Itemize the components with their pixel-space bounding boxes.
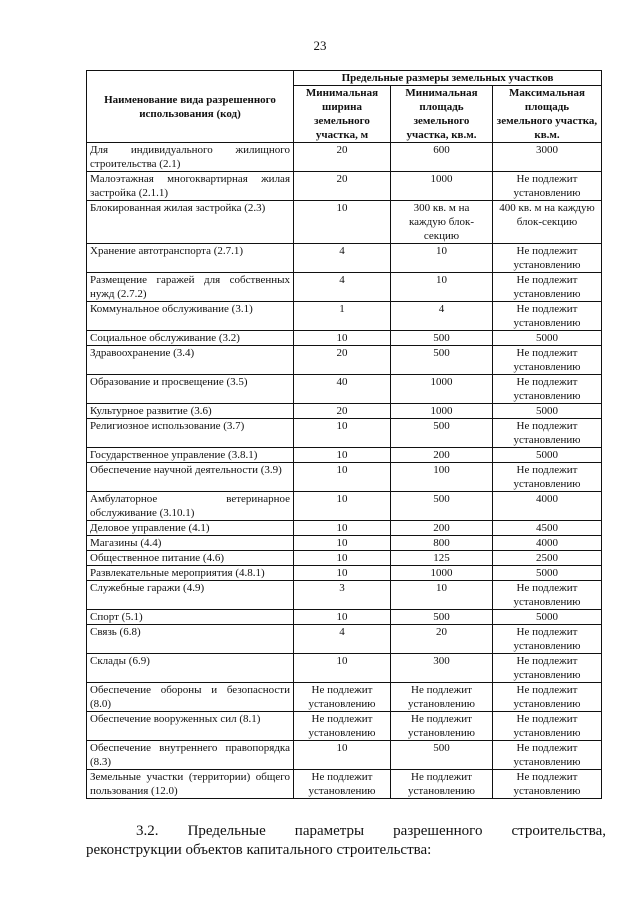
row-min-width: 10 bbox=[294, 521, 391, 536]
row-min-width: 20 bbox=[294, 172, 391, 201]
table-row bbox=[87, 551, 602, 566]
row-use-type: Культурное развитие (3.6) bbox=[87, 404, 294, 419]
row-max-area: 5000 bbox=[493, 448, 602, 463]
row-min-area: 300 bbox=[391, 654, 493, 683]
row-max-area: Не подлежит установлению bbox=[493, 625, 602, 654]
row-min-width: 10 bbox=[294, 448, 391, 463]
row-min-width: Не подлежит установлению bbox=[294, 712, 391, 741]
row-min-area: 500 bbox=[391, 741, 493, 770]
row-max-area: 5000 bbox=[493, 610, 602, 625]
row-min-width: 20 bbox=[294, 143, 391, 172]
header-min-area: Минимальная площадь земельного участка, кв.м. bbox=[391, 86, 493, 143]
row-max-area: Не подлежит установлению bbox=[493, 273, 602, 302]
table-row bbox=[87, 654, 602, 683]
row-min-area: Не подлежит установлению bbox=[391, 770, 493, 799]
table-row bbox=[87, 625, 602, 654]
row-use-type: Склады (6.9) bbox=[87, 654, 294, 683]
row-min-width: 10 bbox=[294, 201, 391, 244]
row-min-area: 300 кв. м на каждую блок-секцию bbox=[391, 201, 493, 244]
table-row bbox=[87, 712, 602, 741]
row-max-area: Не подлежит установлению bbox=[493, 741, 602, 770]
row-min-width: 10 bbox=[294, 610, 391, 625]
row-min-width: 4 bbox=[294, 625, 391, 654]
row-max-area: 5000 bbox=[493, 331, 602, 346]
table-row bbox=[87, 346, 602, 375]
row-min-area: 1000 bbox=[391, 566, 493, 581]
row-min-width: 10 bbox=[294, 463, 391, 492]
row-min-width: 10 bbox=[294, 566, 391, 581]
table-row bbox=[87, 770, 602, 799]
row-use-type: Государственное управление (3.8.1) bbox=[87, 448, 294, 463]
row-use-type: Общественное питание (4.6) bbox=[87, 551, 294, 566]
table-row bbox=[87, 419, 602, 448]
table-header-row bbox=[87, 71, 602, 86]
row-max-area: Не подлежит установлению bbox=[493, 172, 602, 201]
row-min-area: 20 bbox=[391, 625, 493, 654]
table-row bbox=[87, 273, 602, 302]
row-use-type: Коммунальное обслуживание (3.1) bbox=[87, 302, 294, 331]
table-row bbox=[87, 375, 602, 404]
table-row bbox=[87, 331, 602, 346]
row-use-type: Социальное обслуживание (3.2) bbox=[87, 331, 294, 346]
row-min-width: 10 bbox=[294, 551, 391, 566]
row-min-area: Не подлежит установлению bbox=[391, 683, 493, 712]
row-min-area: 600 bbox=[391, 143, 493, 172]
row-use-type: Спорт (5.1) bbox=[87, 610, 294, 625]
row-min-area: 500 bbox=[391, 492, 493, 521]
row-min-area: 200 bbox=[391, 521, 493, 536]
header-group: Предельные размеры земельных участков bbox=[294, 71, 602, 86]
land-plot-limits-table bbox=[86, 70, 602, 799]
row-max-area: 4500 bbox=[493, 521, 602, 536]
header-use-type: Наименование вида разрешенного использования (код) bbox=[87, 71, 294, 143]
row-min-area: 500 bbox=[391, 346, 493, 375]
row-use-type: Деловое управление (4.1) bbox=[87, 521, 294, 536]
row-min-width: 10 bbox=[294, 741, 391, 770]
row-use-type: Обеспечение вооруженных сил (8.1) bbox=[87, 712, 294, 741]
row-use-type: Обеспечение обороны и безопасности (8.0) bbox=[87, 683, 294, 712]
table-row bbox=[87, 581, 602, 610]
row-min-area: 500 bbox=[391, 419, 493, 448]
row-max-area: Не подлежит установлению bbox=[493, 712, 602, 741]
row-max-area: Не подлежит установлению bbox=[493, 581, 602, 610]
row-max-area: Не подлежит установлению bbox=[493, 244, 602, 273]
row-min-width: 10 bbox=[294, 536, 391, 551]
row-min-area: 1000 bbox=[391, 172, 493, 201]
row-use-type: Амбулаторное ветеринарное обслуживание (3.10.1) bbox=[87, 492, 294, 521]
row-min-area: 800 bbox=[391, 536, 493, 551]
row-min-width: 10 bbox=[294, 419, 391, 448]
row-max-area: 4000 bbox=[493, 536, 602, 551]
row-min-area: 125 bbox=[391, 551, 493, 566]
row-max-area: 4000 bbox=[493, 492, 602, 521]
row-use-type: Здравоохранение (3.4) bbox=[87, 346, 294, 375]
row-min-width: 10 bbox=[294, 654, 391, 683]
table-row bbox=[87, 404, 602, 419]
row-max-area: 5000 bbox=[493, 404, 602, 419]
table-row bbox=[87, 172, 602, 201]
row-max-area: Не подлежит установлению bbox=[493, 302, 602, 331]
row-min-width: 4 bbox=[294, 273, 391, 302]
row-use-type: Малоэтажная многоквартирная жилая застройка (2.1.1) bbox=[87, 172, 294, 201]
row-max-area: 5000 bbox=[493, 566, 602, 581]
row-min-area: 100 bbox=[391, 463, 493, 492]
row-use-type: Обеспечение научной деятельности (3.9) bbox=[87, 463, 294, 492]
row-min-area: 500 bbox=[391, 610, 493, 625]
row-min-area: 10 bbox=[391, 244, 493, 273]
row-max-area: Не подлежит установлению bbox=[493, 419, 602, 448]
row-use-type: Земельные участки (территории) общего пользования (12.0) bbox=[87, 770, 294, 799]
page-number: 23 bbox=[313, 38, 327, 53]
row-min-width: 20 bbox=[294, 404, 391, 419]
row-min-width: 20 bbox=[294, 346, 391, 375]
row-use-type: Обеспечение внутреннего правопорядка (8.3) bbox=[87, 741, 294, 770]
row-min-area: 10 bbox=[391, 273, 493, 302]
row-use-type: Образование и просвещение (3.5) bbox=[87, 375, 294, 404]
row-min-area: 200 bbox=[391, 448, 493, 463]
row-use-type: Для индивидуального жилищного строительства (2.1) bbox=[87, 143, 294, 172]
table-row bbox=[87, 610, 602, 625]
row-max-area: 2500 bbox=[493, 551, 602, 566]
row-max-area: Не подлежит установлению bbox=[493, 346, 602, 375]
table-row bbox=[87, 566, 602, 581]
row-min-area: 4 bbox=[391, 302, 493, 331]
table-row bbox=[87, 536, 602, 551]
section-paragraph-line1: 3.2. Предельные параметры разрешенного строительства, bbox=[136, 823, 606, 839]
row-max-area: 400 кв. м на каждую блок-секцию bbox=[493, 201, 602, 244]
row-min-width: 4 bbox=[294, 244, 391, 273]
row-min-width: Не подлежит установлению bbox=[294, 683, 391, 712]
row-min-area: 10 bbox=[391, 581, 493, 610]
row-min-width: 10 bbox=[294, 331, 391, 346]
row-use-type: Блокированная жилая застройка (2.3) bbox=[87, 201, 294, 244]
row-min-area: 500 bbox=[391, 331, 493, 346]
table-row bbox=[87, 521, 602, 536]
row-min-width: 1 bbox=[294, 302, 391, 331]
table-row bbox=[87, 492, 602, 521]
table-row bbox=[87, 244, 602, 273]
row-max-area: Не подлежит установлению bbox=[493, 654, 602, 683]
row-min-width: Не подлежит установлению bbox=[294, 770, 391, 799]
table-row bbox=[87, 201, 602, 244]
row-min-width: 10 bbox=[294, 492, 391, 521]
table-row bbox=[87, 741, 602, 770]
header-min-width: Минимальная ширина земельного участка, м bbox=[294, 86, 391, 143]
row-max-area: 3000 bbox=[493, 143, 602, 172]
row-use-type: Размещение гаражей для собственных нужд (2.7.2) bbox=[87, 273, 294, 302]
row-min-area: 1000 bbox=[391, 404, 493, 419]
row-min-width: 40 bbox=[294, 375, 391, 404]
row-use-type: Связь (6.8) bbox=[87, 625, 294, 654]
row-use-type: Развлекательные мероприятия (4.8.1) bbox=[87, 566, 294, 581]
row-max-area: Не подлежит установлению bbox=[493, 375, 602, 404]
row-max-area: Не подлежит установлению bbox=[493, 463, 602, 492]
row-use-type: Магазины (4.4) bbox=[87, 536, 294, 551]
table-row bbox=[87, 448, 602, 463]
row-use-type: Хранение автотранспорта (2.7.1) bbox=[87, 244, 294, 273]
row-min-area: 1000 bbox=[391, 375, 493, 404]
row-min-width: 3 bbox=[294, 581, 391, 610]
section-paragraph-line2: реконструкции объектов капитального строительства: bbox=[86, 842, 432, 858]
row-use-type: Служебные гаражи (4.9) bbox=[87, 581, 294, 610]
row-max-area: Не подлежит установлению bbox=[493, 683, 602, 712]
table-row bbox=[87, 463, 602, 492]
row-max-area: Не подлежит установлению bbox=[493, 770, 602, 799]
table-row bbox=[87, 143, 602, 172]
row-min-area: Не подлежит установлению bbox=[391, 712, 493, 741]
header-max-area: Максимальная площадь земельного участка, кв.м. bbox=[493, 86, 602, 143]
table-row bbox=[87, 302, 602, 331]
row-use-type: Религиозное использование (3.7) bbox=[87, 419, 294, 448]
table-row bbox=[87, 683, 602, 712]
